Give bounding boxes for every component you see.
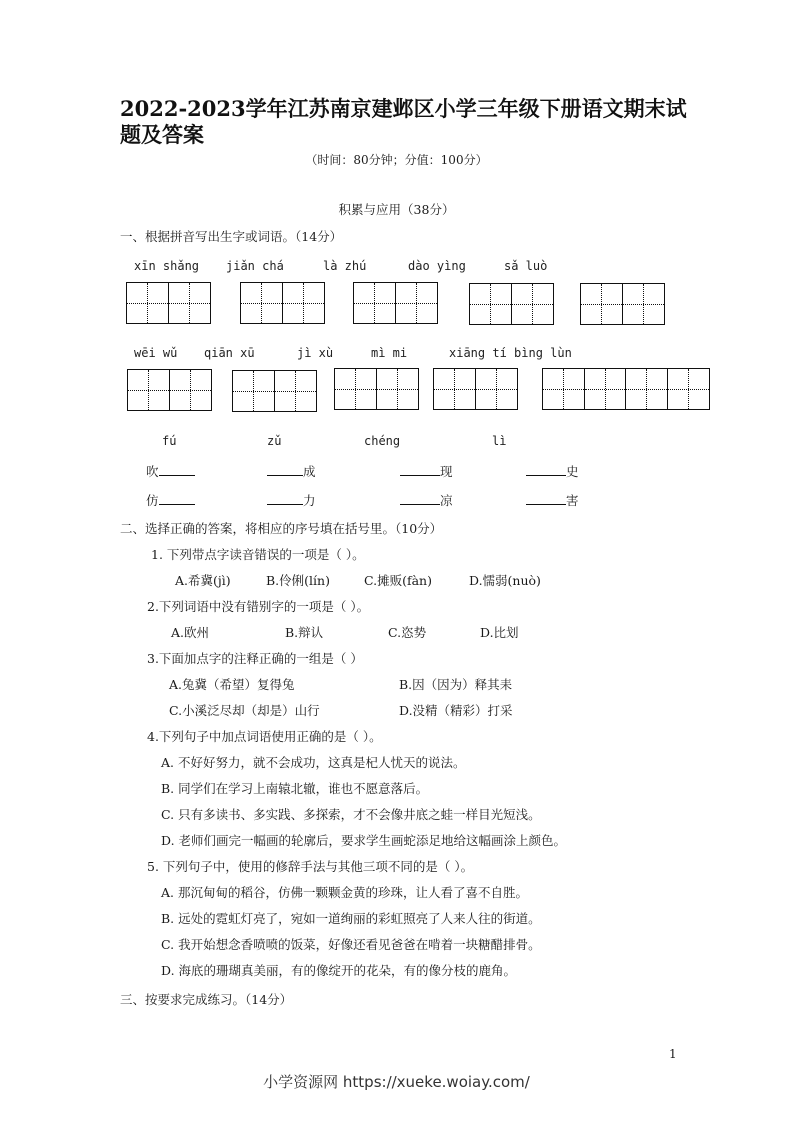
- fill-item: 史: [526, 462, 579, 480]
- question-stem: 3.下面加点字的注释正确的一组是（ ）: [147, 651, 363, 666]
- answer-blank[interactable]: [267, 462, 303, 476]
- option[interactable]: C.摊贩(fàn): [364, 573, 432, 588]
- fill-item: 害: [526, 491, 579, 509]
- title-line-2: 题及答案: [120, 122, 204, 147]
- writing-grid[interactable]: [353, 282, 438, 324]
- question-stem: 4.下列句子中加点词语使用正确的是（ ）。: [147, 729, 382, 744]
- writing-grid[interactable]: [469, 283, 554, 325]
- fill-item: 成: [267, 462, 316, 480]
- pinyin: là zhú: [323, 259, 367, 273]
- exam-info: （时间：80分钟；分值：100分）: [305, 153, 488, 167]
- writing-grid[interactable]: [433, 368, 518, 410]
- answer-blank[interactable]: [400, 491, 440, 505]
- pinyin: zǔ: [267, 434, 282, 448]
- pinyin: fú: [162, 434, 177, 448]
- fill-item: 凉: [400, 491, 453, 509]
- q1-heading: 一、根据拼音写出生字或词语。（14分）: [120, 229, 343, 244]
- option[interactable]: D.没精（精彩）打采: [399, 703, 513, 718]
- question-stem: 1. 下列带点字读音错误的一项是（ ）。: [151, 547, 365, 562]
- q2-heading: 二、选择正确的答案，将相应的序号填在括号里。（10分）: [120, 521, 443, 536]
- option[interactable]: B.辩认: [285, 625, 324, 640]
- option[interactable]: D.比划: [480, 625, 519, 640]
- option[interactable]: A.兔冀（希望）复得兔: [169, 677, 295, 692]
- option[interactable]: B. 同学们在学习上南辕北辙，谁也不愿意落后。: [161, 781, 429, 796]
- writing-grid[interactable]: [126, 282, 211, 324]
- answer-blank[interactable]: [267, 491, 303, 505]
- q3-heading: 三、按要求完成练习。（14分）: [120, 992, 293, 1007]
- pinyin: wēi wǔ: [134, 346, 178, 360]
- option[interactable]: C.小溪泛尽却（却是）山行: [169, 703, 320, 718]
- fill-item: 力: [267, 491, 316, 509]
- writing-grid[interactable]: [240, 282, 325, 324]
- pinyin: chéng: [364, 434, 401, 448]
- footer-watermark: 小学资源网 https://xueke.woiay.com/: [263, 1073, 530, 1091]
- section-heading: 积累与应用（38分）: [338, 202, 455, 217]
- answer-blank[interactable]: [400, 462, 440, 476]
- option[interactable]: C. 只有多读书、多实践、多探索，才不会像井底之蛙一样目光短浅。: [161, 807, 541, 822]
- option[interactable]: A.希冀(jì): [175, 573, 231, 588]
- option[interactable]: A. 那沉甸甸的稻谷，仿佛一颗颗金黄的珍珠，让人看了喜不自胜。: [161, 885, 528, 900]
- page-number: 1: [669, 1047, 677, 1061]
- writing-grid[interactable]: [232, 370, 317, 412]
- answer-blank[interactable]: [526, 462, 566, 476]
- answer-blank[interactable]: [526, 491, 566, 505]
- pinyin: xiāng tí bìng lùn: [449, 346, 572, 360]
- writing-grid[interactable]: [580, 283, 665, 325]
- pinyin: sǎ luò: [504, 259, 548, 273]
- pinyin: jiǎn chá: [226, 259, 284, 273]
- fill-item: 吹: [146, 462, 195, 480]
- fill-item: 仿: [146, 491, 195, 509]
- writing-grid[interactable]: [334, 368, 419, 410]
- pinyin: jì xù: [297, 346, 334, 360]
- pinyin: xīn shǎng: [134, 259, 200, 273]
- answer-blank[interactable]: [159, 491, 195, 505]
- question-stem: 5. 下列句子中，使用的修辞手法与其他三项不同的是（ ）。: [147, 859, 474, 874]
- option[interactable]: D.懦弱(nuò): [469, 573, 541, 588]
- option[interactable]: D. 老师们画完一幅画的轮廓后，要求学生画蛇添足地给这幅画涂上颜色。: [161, 833, 567, 848]
- option[interactable]: B.伶俐(lín): [266, 573, 330, 588]
- option[interactable]: A.欧州: [171, 625, 210, 640]
- fill-item: 现: [400, 462, 453, 480]
- document-title: [120, 96, 687, 148]
- writing-grid[interactable]: [542, 368, 710, 410]
- option[interactable]: C.恣势: [388, 625, 427, 640]
- option[interactable]: B.因（因为）释其耒: [399, 677, 513, 692]
- pinyin: qiān xū: [204, 346, 255, 360]
- writing-grid[interactable]: [127, 369, 212, 411]
- option[interactable]: C. 我开始想念香喷喷的饭菜，好像还看见爸爸在啃着一块糖醋排骨。: [161, 937, 541, 952]
- option[interactable]: B. 远处的霓虹灯亮了，宛如一道绚丽的彩虹照亮了人来人往的街道。: [161, 911, 541, 926]
- pinyin: lì: [492, 434, 507, 448]
- option[interactable]: A. 不好好努力，就不会成功，这真是杞人忧天的说法。: [161, 755, 466, 770]
- option[interactable]: D. 海底的珊瑚真美丽，有的像绽开的花朵，有的像分枝的鹿角。: [161, 963, 517, 978]
- pinyin: dào yìng: [408, 259, 466, 273]
- question-stem: 2.下列词语中没有错别字的一项是（ ）。: [147, 599, 370, 614]
- pinyin: mì mi: [371, 346, 408, 360]
- answer-blank[interactable]: [159, 462, 195, 476]
- title-line-1: 2022-2023学年江苏南京建邺区小学三年级下册语文期末试: [120, 96, 687, 121]
